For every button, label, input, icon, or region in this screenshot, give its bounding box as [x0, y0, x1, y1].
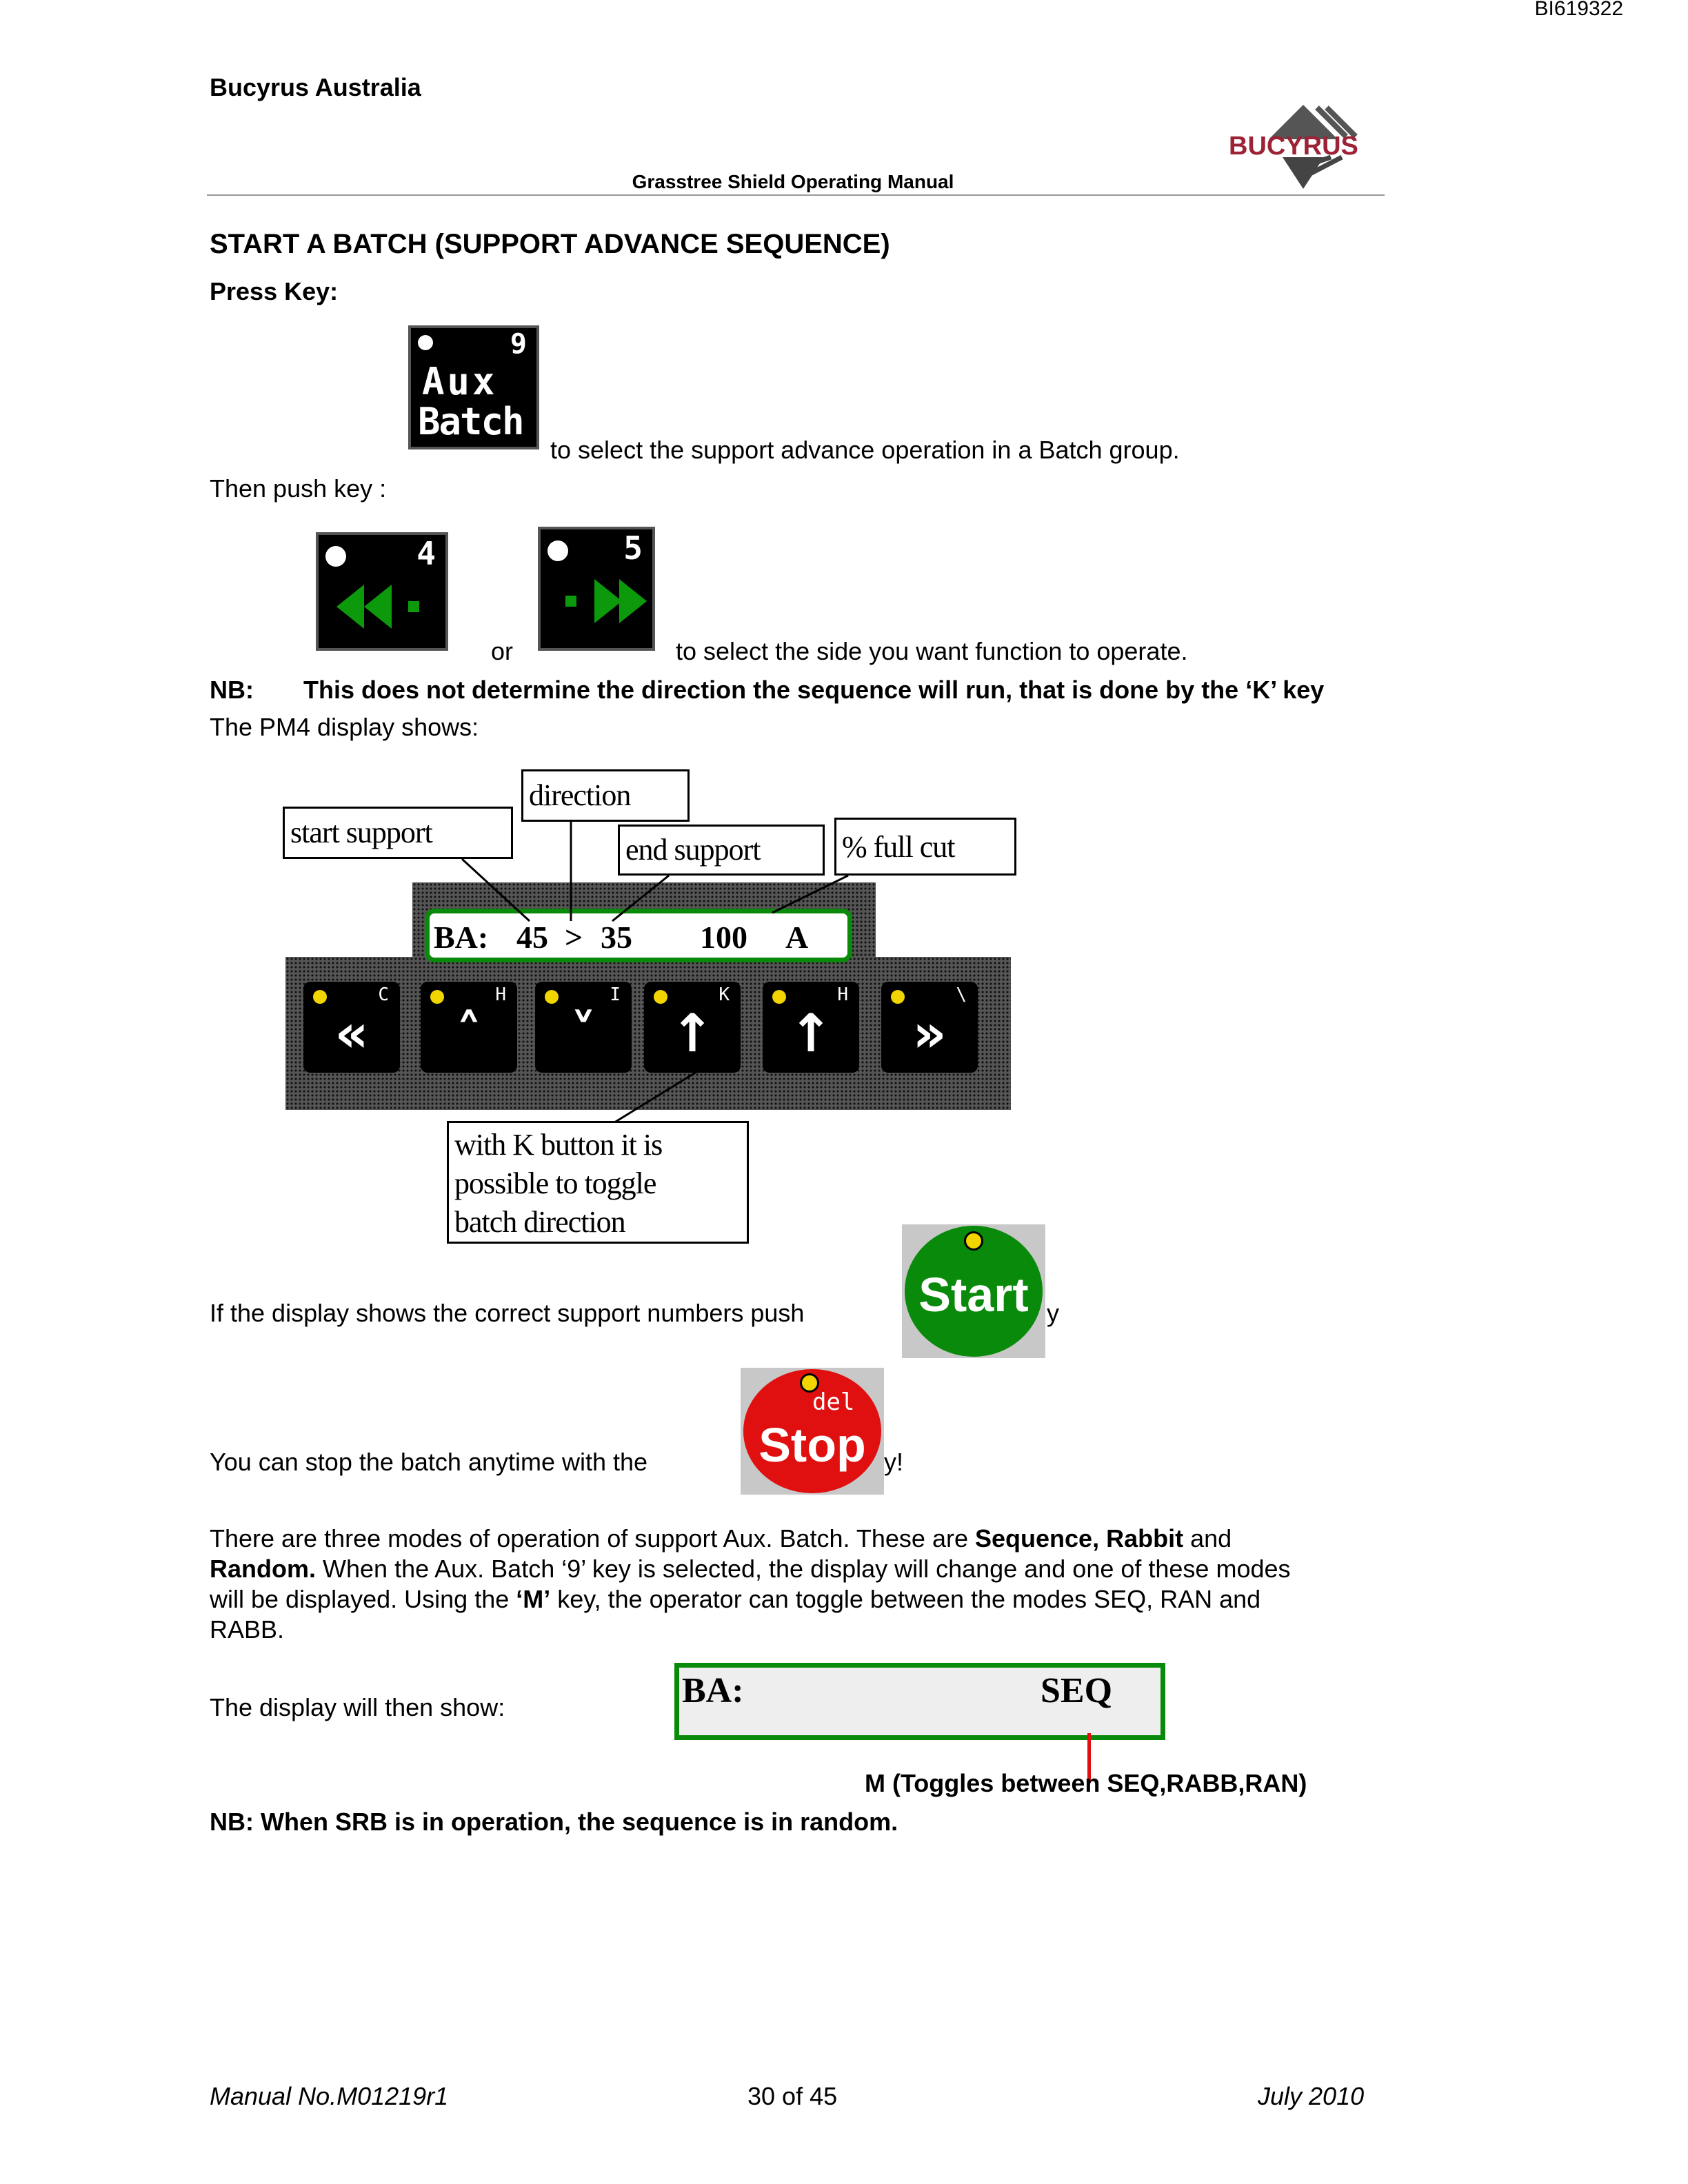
- stop-instruction: You can stop the batch anytime with the: [210, 1448, 648, 1476]
- key-label-aux: Aux: [422, 360, 498, 403]
- key-dot-icon: [772, 990, 786, 1004]
- pm4-key-right[interactable]: [881, 982, 978, 1073]
- company-name: Bucyrus Australia: [210, 73, 421, 101]
- aux-key-text: to select the support advance operation in a Batch group.: [550, 436, 1180, 464]
- pm4-key-up[interactable]: [421, 982, 517, 1073]
- key-number: 5: [623, 529, 643, 567]
- k-callout-line1: with K button it is: [454, 1128, 663, 1162]
- section-title: START A BATCH (SUPPORT ADVANCE SEQUENCE): [210, 229, 890, 259]
- double-right-chevron-icon: »: [912, 1002, 947, 1064]
- start-instruction: If the display shows the correct support numbers push: [210, 1299, 805, 1327]
- double-left-chevron-icon: «: [334, 1002, 369, 1064]
- manual-title: Grasstree Shield Operating Manual: [632, 171, 954, 192]
- stop-button-label: Stop: [758, 1418, 866, 1472]
- display-cut: 100: [700, 920, 747, 955]
- double-right-arrow-icon: [547, 574, 651, 629]
- mode-display: [674, 1663, 1165, 1740]
- k-callout-line3: batch direction: [454, 1205, 625, 1239]
- doc-id: BI619322: [1534, 0, 1623, 20]
- stop-button-del: del: [812, 1388, 855, 1416]
- display-end: 35: [601, 920, 632, 955]
- modes-text-1-bold: Sequence, Rabbit: [975, 1524, 1184, 1553]
- mode-display-label: BA:: [682, 1671, 744, 1710]
- pm4-key-c[interactable]: [303, 982, 400, 1073]
- display-label: BA:: [434, 920, 489, 955]
- key-letter: C: [378, 984, 389, 1005]
- pm4-key-h[interactable]: [763, 982, 859, 1073]
- k-callout-line2: possible to toggle: [454, 1166, 656, 1200]
- key-dot-icon: [654, 990, 667, 1004]
- double-up-chevron-icon: ˄: [456, 1002, 482, 1064]
- key-dot-icon: [418, 335, 433, 350]
- double-left-arrow-icon: [328, 579, 439, 634]
- modes-text-1: There are three modes of operation of support Aux. Batch. These are: [210, 1524, 975, 1553]
- header-rule: [207, 194, 1385, 196]
- footer-date: July 2010: [1258, 2082, 1365, 2110]
- right-side-key[interactable]: [538, 527, 655, 651]
- key-letter: \: [956, 984, 967, 1005]
- aux-batch-key[interactable]: [408, 325, 539, 449]
- key-dot-icon: [891, 990, 905, 1004]
- then-push-label: Then push key :: [210, 474, 387, 503]
- footer-manual-no: Manual No.M01219r1: [210, 2082, 449, 2110]
- callout-full-cut: % full cut: [834, 818, 1016, 876]
- left-side-key[interactable]: [316, 532, 448, 651]
- pm4-key-down[interactable]: [535, 982, 632, 1073]
- up-arrow-icon: ↑: [670, 1002, 714, 1064]
- side-text: to select the side you want function to operate.: [676, 637, 1188, 665]
- modes-text-2-bold: Random.: [210, 1555, 316, 1583]
- m-toggle-note: M (Toggles between SEQ,RABB,RAN): [865, 1769, 1307, 1797]
- key-letter: I: [610, 984, 621, 1005]
- start-after: y: [1047, 1299, 1059, 1327]
- modes-paragraph: [210, 1524, 1291, 1645]
- up-arrow-icon: ↑: [789, 1002, 833, 1064]
- pm4-key-k[interactable]: [644, 982, 741, 1073]
- display-intro: The display will then show:: [210, 1693, 505, 1721]
- pm4-shows-label: The PM4 display shows:: [210, 713, 479, 741]
- key-dot-icon: [547, 540, 568, 561]
- key-dot-icon: [545, 990, 559, 1004]
- callout-start-support: start support: [283, 807, 513, 859]
- modes-text-3b: key, the operator can toggle between the modes SEQ, RAN and: [550, 1585, 1261, 1613]
- stop-key[interactable]: [741, 1368, 884, 1495]
- key-letter: H: [837, 984, 848, 1005]
- mode-display-value: SEQ: [1041, 1671, 1113, 1710]
- key-number: 4: [416, 535, 436, 572]
- pm4-diagram: [283, 765, 1027, 1248]
- nb2-text: NB: When SRB is in operation, the sequence is in random.: [210, 1808, 898, 1836]
- double-down-chevron-icon: ˅: [570, 1002, 596, 1064]
- modes-text-2: When the Aux. Batch ‘9’ key is selected, the display will change and one of these modes: [316, 1555, 1291, 1583]
- callout-k-button: [447, 1121, 749, 1244]
- bucyrus-logo: [1227, 101, 1379, 192]
- logo-text: BUCYRUS: [1229, 132, 1358, 161]
- key-dot-icon: [325, 546, 346, 567]
- start-button-label: Start: [918, 1268, 1029, 1322]
- footer-page: 30 of 45: [747, 2082, 838, 2110]
- nb1-text: This does not determine the direction the sequence will run, that is done by the ‘K’ key: [303, 676, 1325, 704]
- start-key[interactable]: [902, 1224, 1045, 1358]
- press-key-label: Press Key:: [210, 277, 339, 305]
- modes-text-3-bold: ‘M’: [516, 1585, 551, 1613]
- display-arrow: >: [565, 920, 583, 955]
- key-dot-icon: [964, 1231, 983, 1251]
- key-number: 9: [510, 328, 527, 360]
- key-dot-icon: [430, 990, 444, 1004]
- display-mode: A: [785, 920, 809, 955]
- nb1-label: NB:: [210, 676, 254, 704]
- key-dot-icon: [313, 990, 327, 1004]
- key-letter: H: [495, 984, 506, 1005]
- callout-direction: direction: [521, 769, 690, 822]
- stop-after: y!: [884, 1448, 904, 1476]
- or-label: or: [491, 637, 514, 665]
- modes-text-4: RABB.: [210, 1615, 285, 1644]
- key-letter: K: [719, 984, 730, 1005]
- callout-end-support: end support: [618, 825, 825, 876]
- modes-text-3a: will be displayed. Using the: [210, 1585, 516, 1613]
- modes-text-1-end: and: [1183, 1524, 1232, 1553]
- key-label-batch: Batch: [418, 400, 523, 443]
- display-start: 45: [516, 920, 548, 955]
